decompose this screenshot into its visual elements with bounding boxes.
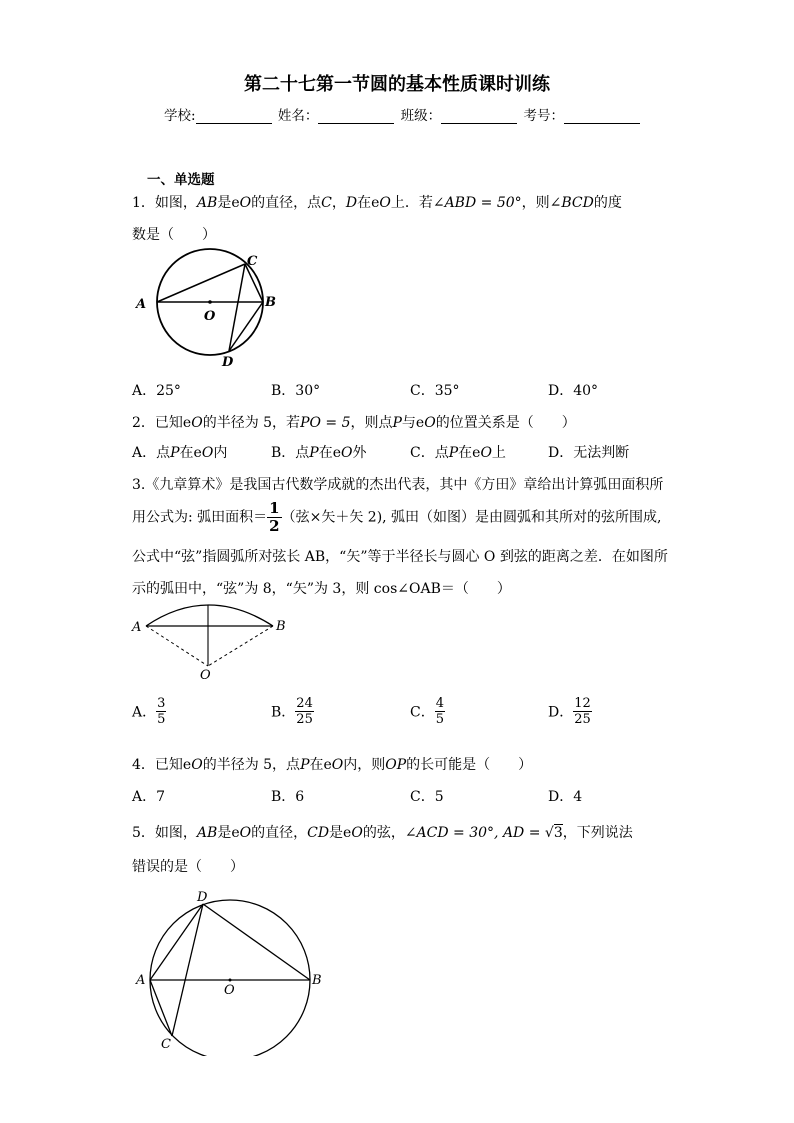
school-blank	[196, 109, 272, 124]
exam-no-label: 考号：	[523, 108, 564, 124]
q1-label-b: B	[265, 295, 276, 310]
q5-text: ，下列说法	[562, 825, 633, 841]
q1-label-o: O	[204, 309, 216, 324]
q2-option-d[interactable]: D．无法判断	[548, 445, 630, 461]
q3-line1: 3.《九章算术》是我国古代数学成就的杰出代表，其中《方田》章给出计算弧田面积所	[132, 477, 664, 493]
q3-label-o: O	[200, 668, 211, 683]
q5-cd: CD	[307, 825, 330, 841]
q1-chord-cd	[229, 264, 245, 351]
q2-po: PO = 5	[300, 415, 351, 431]
q5-label-a: A	[136, 973, 146, 988]
q5-text: 的弦，	[362, 825, 405, 841]
q1-o: O	[379, 195, 391, 211]
q3-opt-a-fraction	[156, 696, 166, 727]
q5-figure	[130, 886, 330, 1056]
q4-p: P	[300, 757, 310, 773]
q1-text: ，	[331, 195, 346, 211]
q3-opt-d-fraction	[573, 696, 592, 727]
q3-opt-b-fraction	[295, 696, 314, 727]
circle-symbol: e	[332, 445, 342, 461]
q2-option-c[interactable]	[410, 442, 506, 462]
q3-label-b: B	[276, 619, 286, 634]
q2-text: 与	[401, 415, 416, 431]
q2-opt-text: A．点	[132, 445, 171, 461]
circle-symbol: e	[193, 445, 202, 461]
frac-numerator: 4	[435, 696, 444, 711]
q5-line1	[132, 822, 633, 842]
q1-chord-ac	[157, 264, 245, 302]
q1-text: ，则	[521, 195, 550, 211]
q5-label-o: O	[224, 983, 235, 998]
q2-p: P	[170, 445, 180, 461]
q1-ab: AB	[196, 195, 218, 211]
q1-option-b[interactable]: B．30°	[271, 383, 321, 399]
q1-angle2: ∠BCD	[549, 195, 594, 211]
q5-chord-ad	[150, 904, 203, 980]
q2-text: 的半径为 5，若	[202, 415, 301, 431]
q1-line1	[132, 192, 622, 212]
q3-opt-label: A．	[132, 704, 157, 721]
q3-opt-label: D．	[548, 704, 574, 721]
q3-frac-denominator: 2	[269, 517, 280, 535]
q4-line	[132, 754, 532, 774]
q2-p: P	[309, 445, 319, 461]
q1-text: 是	[217, 195, 232, 211]
q1-o: O	[239, 195, 252, 211]
q3-text: 用公式为: 弧田面积＝	[132, 509, 268, 526]
sqrt-symbol: √	[544, 825, 554, 841]
q3-figure	[128, 598, 298, 684]
circle-symbol: e	[323, 757, 332, 773]
q2-text: 的位置关系是（ ）	[435, 415, 576, 431]
q5-chord-ac	[150, 980, 172, 1036]
q1-center-dot	[208, 300, 212, 304]
q1-d: D	[345, 195, 358, 211]
q3-option-d[interactable]	[548, 696, 592, 727]
q1-label-c: C	[247, 254, 258, 269]
q3-radius-oa	[146, 626, 208, 666]
frac-denominator: 25	[574, 712, 591, 727]
q4-o: O	[191, 757, 203, 773]
q3-label-a: A	[132, 620, 142, 635]
circle-symbol: e	[231, 195, 240, 211]
q5-center-dot	[229, 979, 232, 982]
q2-opt-text: 内	[213, 445, 228, 461]
frac-denominator: 5	[157, 712, 166, 727]
q3-option-c[interactable]	[410, 696, 445, 727]
q1-c: C	[321, 195, 332, 211]
student-info	[164, 104, 642, 124]
q4-o: O	[331, 757, 344, 773]
q1-line2: 数是（ ）	[132, 227, 216, 243]
q2-opt-text: B．点	[271, 445, 310, 461]
q3-line3: 公式中“弦”指圆弧所对弦长 AB，“矢”等于半径长与圆心 O 到弦的距离之差．在如图所	[132, 549, 668, 565]
q4-option-d[interactable]: D．4	[548, 789, 583, 805]
q4-text: 的长可能是（ ）	[406, 757, 533, 773]
circle-symbol: e	[182, 757, 192, 773]
q5-line2: 错误的是（ ）	[132, 859, 244, 875]
q3-opt-label: C．	[410, 704, 435, 721]
q5-text: 5．如图，	[132, 825, 197, 841]
q5-ab: AB	[196, 825, 218, 841]
q3-line2	[132, 500, 662, 535]
q1-option-d[interactable]: D．40°	[548, 383, 599, 399]
q2-opt-text: C．点	[410, 445, 449, 461]
name-blank	[318, 109, 394, 124]
q5-chord-db	[203, 904, 310, 980]
q5-text: 是	[329, 825, 344, 841]
q1-option-c[interactable]: C．35°	[410, 383, 460, 399]
q2-opt-text: 在	[179, 445, 194, 461]
frac-denominator: 25	[296, 712, 313, 727]
name-label: 姓名：	[277, 108, 319, 124]
q5-label-d: D	[197, 890, 208, 905]
q3-half-fraction	[267, 500, 281, 535]
q2-line	[132, 412, 576, 432]
class-blank	[441, 109, 517, 124]
q3-option-a[interactable]	[132, 696, 166, 727]
q3-opt-label: B．	[271, 704, 296, 721]
q4-option-a[interactable]: A．7	[132, 789, 166, 805]
q2-opt-text: 在	[318, 445, 333, 461]
q1-label-d: D	[222, 355, 234, 370]
q3-frac-numerator: 1	[269, 499, 280, 517]
q4-option-b[interactable]: B．6	[271, 789, 305, 805]
q2-o: O	[480, 445, 492, 461]
q2-p: P	[392, 415, 402, 431]
q1-text: 1．如图，	[132, 195, 197, 211]
q5-condition: ∠ACD = 30°, AD =	[404, 825, 545, 841]
q2-p: P	[448, 445, 459, 461]
q2-o: O	[201, 445, 214, 461]
circle-symbol: e	[343, 825, 352, 841]
q1-option-a[interactable]: A．25°	[132, 383, 181, 399]
q2-opt-text: 外	[352, 445, 367, 461]
frac-numerator: 12	[574, 696, 591, 711]
q5-text: 是	[217, 825, 232, 841]
frac-denominator: 5	[435, 712, 444, 727]
q5-o: O	[351, 825, 363, 841]
q1-label-a: A	[136, 297, 147, 312]
frac-numerator: 24	[296, 696, 313, 711]
q5-chord-dc	[172, 904, 203, 1036]
circle-symbol: e	[415, 415, 425, 431]
q1-text: 上．若	[390, 195, 433, 211]
q4-text: 内，则	[343, 757, 386, 773]
q3-line4: 示的弧田中，“弦”为 8，“矢”为 3，则 cos∠OAB＝（ ）	[132, 581, 511, 597]
q1-angle1: ∠ABD = 50°	[432, 195, 522, 211]
q3-opt-c-fraction	[435, 696, 445, 727]
q1-text: 的直径，点	[251, 195, 322, 211]
q4-text: 在	[309, 757, 324, 773]
q1-text: 在	[357, 195, 372, 211]
q5-label-c: C	[161, 1037, 171, 1052]
q2-option-b[interactable]	[271, 442, 367, 462]
q1-figure	[126, 248, 286, 378]
q4-text: 的半径为 5，点	[202, 757, 301, 773]
q2-opt-text: 在	[458, 445, 473, 461]
q3-arc	[146, 605, 273, 626]
class-label: 班级：	[400, 108, 442, 124]
circle-symbol: e	[231, 825, 240, 841]
q2-opt-text: 上	[491, 445, 506, 461]
frac-numerator: 3	[157, 696, 166, 711]
q5-sqrt-value: 3	[553, 825, 563, 841]
q2-o: O	[191, 415, 203, 431]
q2-text: ，则点	[350, 415, 393, 431]
q5-text: 的直径，	[251, 825, 308, 841]
q4-op: OP	[385, 757, 407, 773]
q3-text: （弦×矢＋矢 2), 弧田（如图）是由圆弧和其所对的弦所围成,	[281, 509, 662, 526]
q4-option-c[interactable]: C．5	[410, 789, 444, 805]
section-heading: 一、单选题	[147, 172, 215, 188]
q1-text: 的度	[593, 195, 622, 211]
exam-no-blank	[564, 109, 640, 124]
q3-option-b[interactable]	[271, 696, 314, 727]
q5-label-b: B	[312, 973, 322, 988]
q3-radius-ob	[208, 626, 273, 666]
q2-text: 2．已知	[132, 415, 183, 431]
circle-symbol: e	[182, 415, 192, 431]
q2-o: O	[424, 415, 436, 431]
circle-symbol: e	[371, 195, 380, 211]
circle-symbol: e	[472, 445, 481, 461]
page-title: 第二十七第一节圆的基本性质课时训练	[244, 74, 550, 95]
q4-text: 4．已知	[132, 757, 183, 773]
q2-o: O	[341, 445, 353, 461]
q2-option-a[interactable]	[132, 442, 227, 462]
school-label: 学校:	[164, 108, 196, 124]
q5-o: O	[239, 825, 252, 841]
